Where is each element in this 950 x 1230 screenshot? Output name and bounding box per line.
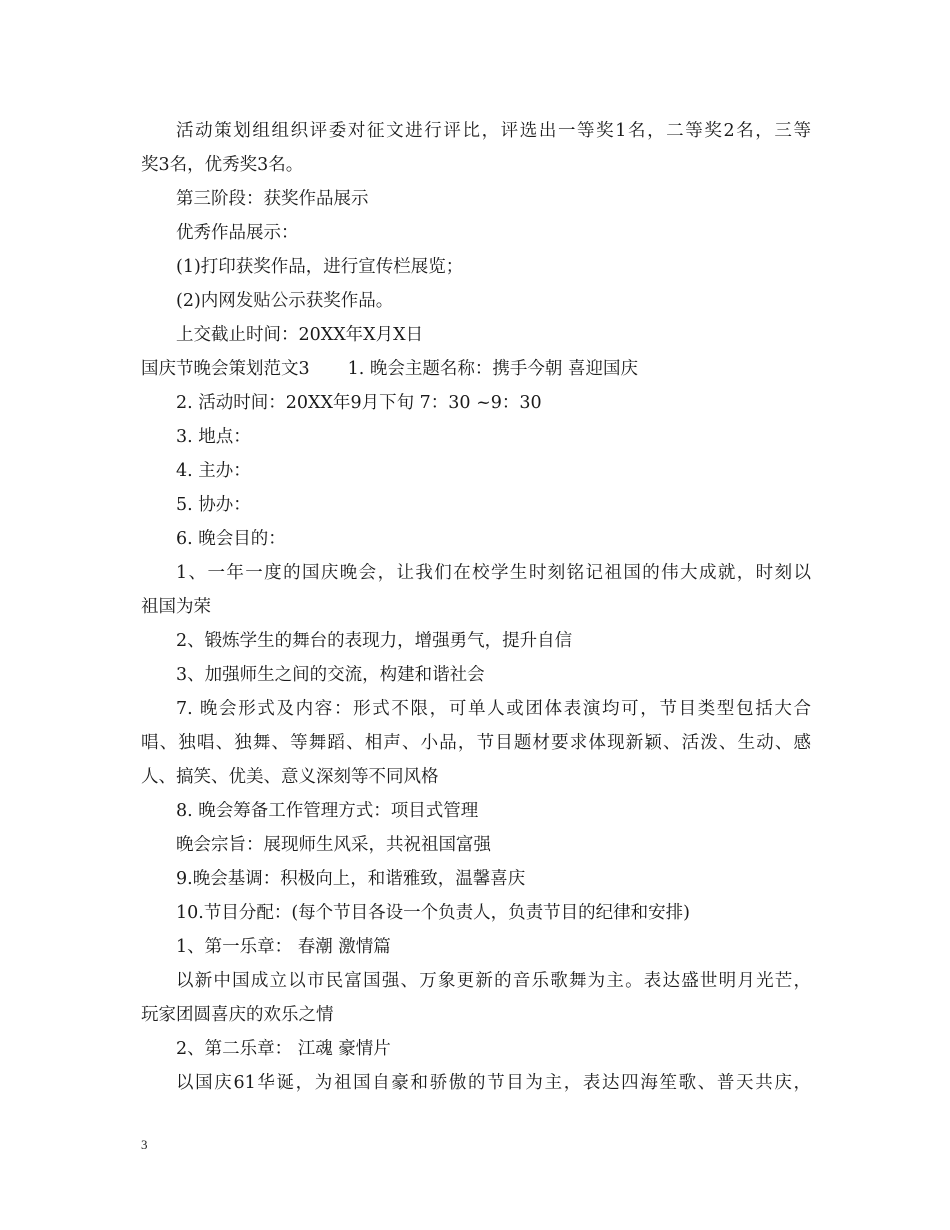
text-line: 7. 晚会形式及内容：形式不限，可单人或团体表演均可，节目类型包括大合 [176, 699, 811, 719]
text-line: 1、一年一度的国庆晚会，让我们在校学生时刻铭记祖国的伟大成就，时刻以 [176, 563, 811, 583]
text-line: 3. 地点： [176, 427, 251, 447]
text-line: 4. 主办： [176, 461, 251, 481]
text-line: 5. 协办： [176, 495, 251, 515]
text-line: 9.晚会基调：积极向上，和谐雅致，温馨喜庆 [176, 869, 526, 889]
text-line-heading [141, 352, 811, 386]
text-line: 祖国为荣 [141, 597, 211, 617]
text-line: 2、锻炼学生的舞台的表现力，增强勇气，提升自信 [176, 631, 573, 651]
document-body [141, 114, 811, 1100]
text-line: (2)内网发贴公示获奖作品。 [176, 291, 394, 311]
page-number: 3 [141, 1137, 148, 1152]
text-line: 3、加强师生之间的交流，构建和谐社会 [176, 665, 485, 685]
section-title: 国庆节晚会策划范文3 [141, 359, 310, 379]
text-line: 人、搞笑、优美、意义深刻等不同风格 [141, 767, 439, 787]
text-line: 以国庆61华诞，为祖国自豪和骄傲的节目为主，表达四海笙歌、普天共庆， [176, 1073, 811, 1093]
section-first-item: 1. 晚会主题名称：携手今朝 喜迎国庆 [347, 359, 638, 379]
text-line: 唱、独唱、独舞、等舞蹈、相声、小品，节目题材要求体现新颖、活泼、生动、感 [141, 733, 811, 753]
text-line: 1、第一乐章： 春潮 激情篇 [176, 937, 391, 957]
text-line: 玩家团圆喜庆的欢乐之情 [141, 1005, 334, 1025]
text-line: 上交截止时间：20XX年X月X日 [176, 325, 424, 345]
text-line: 10.节目分配：(每个节目各设一个负责人，负责节目的纪律和安排) [176, 903, 690, 923]
text-line: 8. 晚会筹备工作管理方式：项目式管理 [176, 801, 479, 821]
text-line: 晚会宗旨：展现师生风采，共祝祖国富强 [176, 835, 491, 855]
text-line: 第三阶段：获奖作品展示 [176, 189, 369, 209]
text-line: 6. 晚会目的： [176, 529, 286, 549]
text-line: 以新中国成立以市民富国强、万象更新的音乐歌舞为主。表达盛世明月光芒， [176, 971, 811, 991]
text-line: 2、第二乐章： 江魂 豪情片 [176, 1039, 391, 1059]
text-line: 2. 活动时间：20XX年9月下旬 7：30 ~9：30 [176, 393, 542, 413]
text-line: 活动策划组组织评委对征文进行评比，评选出一等奖1名，二等奖2名，三等 [176, 121, 811, 141]
text-line: (1)打印获奖作品，进行宣传栏展览； [176, 257, 464, 277]
text-line: 优秀作品展示： [176, 223, 299, 243]
text-line: 奖3名，优秀奖3名。 [141, 155, 304, 175]
